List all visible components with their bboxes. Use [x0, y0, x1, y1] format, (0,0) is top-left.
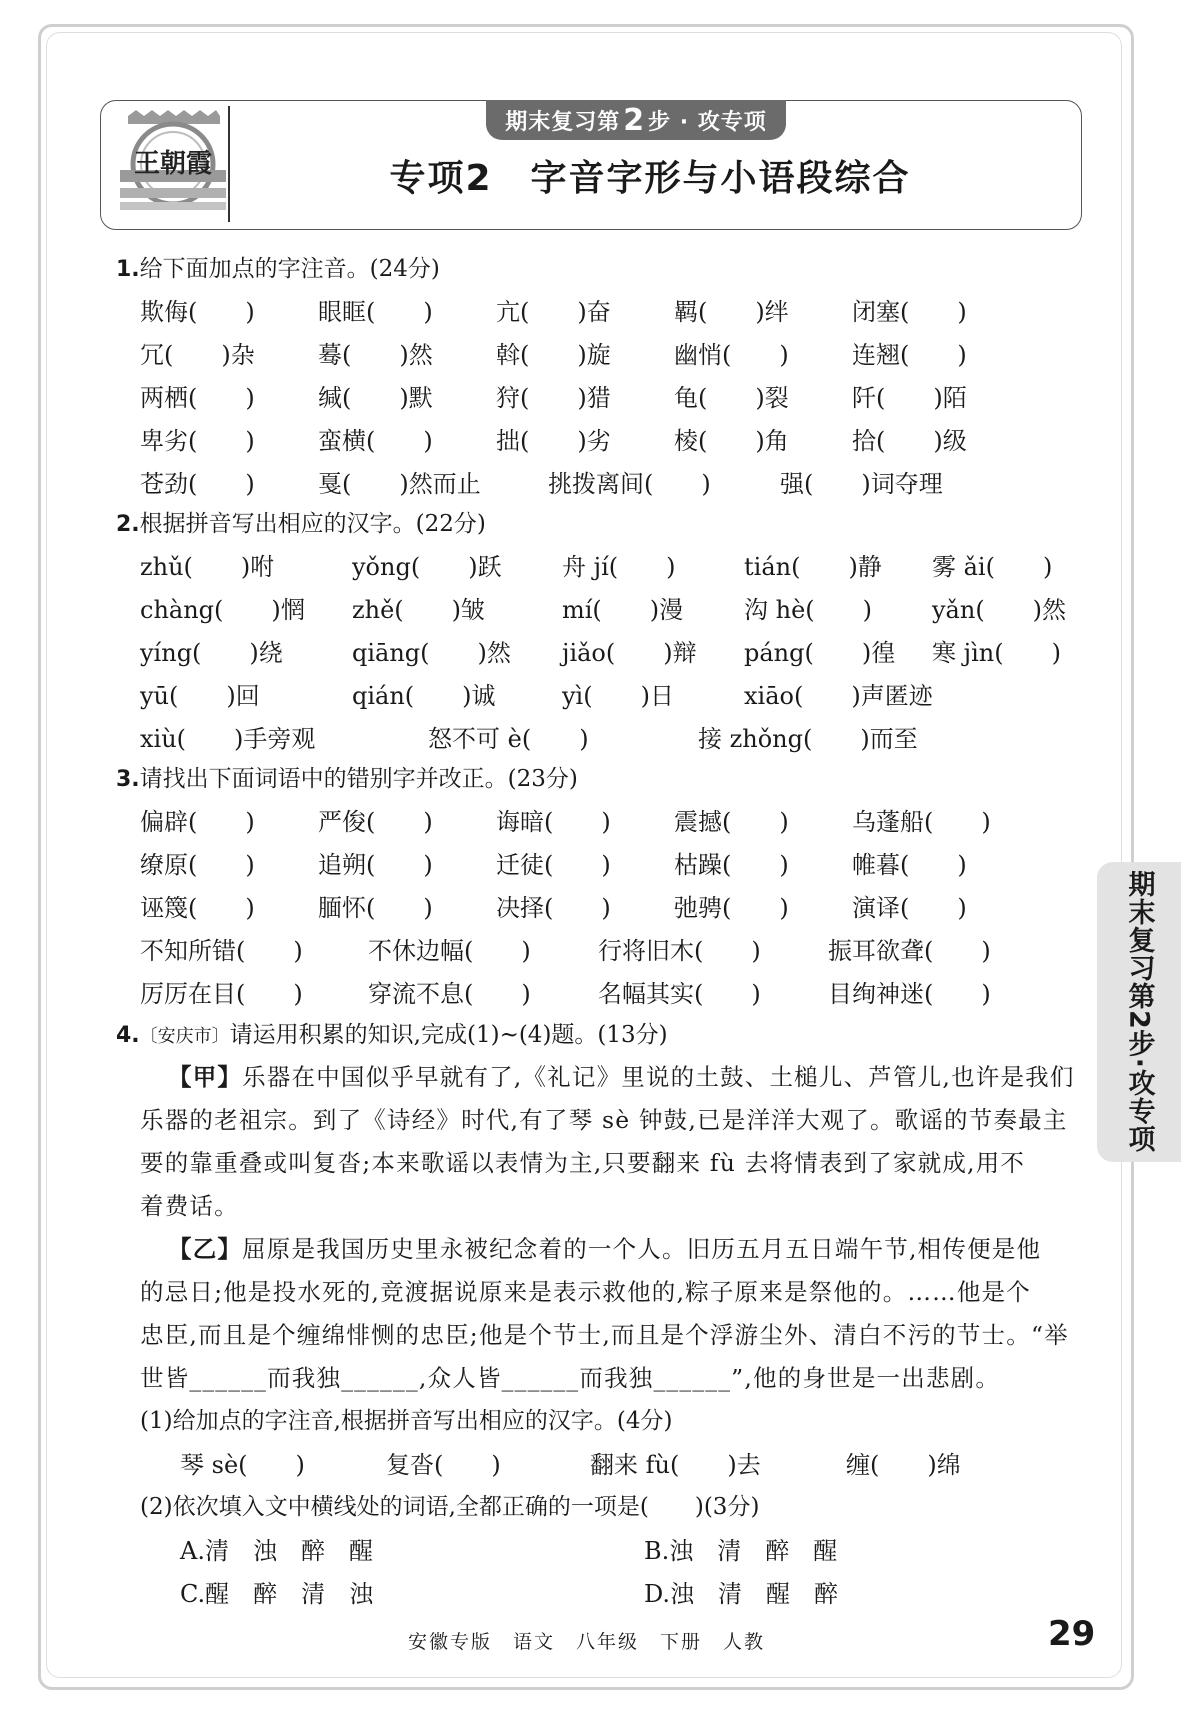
q1-item: 棱( )角 — [674, 427, 789, 455]
q3-item: 目绚神迷( ) — [828, 980, 991, 1008]
yi-line-3: 忠臣,而且是个缠绵悱恻的忠臣;他是个节士,而且是个浮游尘外、清白不污的节士。“举 — [140, 1321, 1069, 1349]
q3-item: 偏辟( ) — [140, 808, 255, 836]
q3-heading — [116, 768, 578, 791]
q2-item: mí( )漫 — [562, 596, 684, 624]
sub1-item-1: 琴 sè( ) — [180, 1451, 305, 1479]
q1-item: 缄( )默 — [318, 384, 433, 412]
q1-item: 斡( )旋 — [496, 341, 611, 369]
q1-title: 给下面加点的字注音。(24分) — [139, 256, 440, 282]
yi-line-1: 【乙】屈原是我国历史里永被纪念着的一个人。旧历五月五日端午节,相传便是他 — [168, 1235, 1042, 1263]
option-b: B.浊 清 醉 醒 — [644, 1537, 838, 1565]
q1-item: 卑劣( ) — [140, 427, 255, 455]
page-number: 29 — [1048, 1614, 1096, 1654]
q3-item: 厉厉在目( ) — [140, 980, 303, 1008]
q2-item: qián( )诚 — [352, 682, 496, 710]
q2-item: xiāo( )声匿迹 — [744, 682, 933, 710]
q2-item: yǒng( )跃 — [352, 553, 502, 581]
yi-label: 【乙】 — [168, 1235, 243, 1263]
q3-item: 不知所错( ) — [140, 937, 303, 965]
q3-number: 3. — [116, 767, 140, 792]
yi-line-4: 世皆______而我独______,众人皆______而我独______”,他的身世是一出悲剧。 — [140, 1364, 1001, 1392]
sub1-title: (1)给加点的字注音,根据拼音写出相应的汉字。(4分) — [140, 1408, 673, 1434]
q4-heading — [116, 1024, 668, 1047]
sub1-item-2: 复沓( ) — [386, 1451, 501, 1479]
q2-item: páng( )徨 — [744, 639, 896, 667]
q1-item: 幽悄( ) — [674, 341, 789, 369]
jia-line-3: 要的靠重叠或叫复沓;本来歌谣以表情为主,只要翻来 fù 去将情表到了家就成,用不 — [140, 1149, 1026, 1177]
q1-item: 挑拨离间( ) — [548, 470, 711, 498]
q1-item: 苍劲( ) — [140, 470, 255, 498]
q1-item: 龟( )裂 — [674, 384, 789, 412]
q2-item: zhǔ( )咐 — [140, 553, 275, 581]
step-tab — [486, 100, 786, 140]
jia-label: 【甲】 — [168, 1063, 243, 1091]
q3-item: 震撼( ) — [674, 808, 789, 836]
step-tab-suffix: 步 · 攻专项 — [648, 109, 767, 135]
q1-item: 拾( )级 — [852, 427, 967, 455]
q1-item: 狩( )猎 — [496, 384, 611, 412]
q1-item: 蛮横( ) — [318, 427, 433, 455]
q3-item: 诲暗( ) — [496, 808, 611, 836]
q1-item: 羁( )绊 — [674, 298, 789, 326]
yi-line-2: 的忌日;他是投水死的,竞渡据说原来是表示救他的,粽子原来是祭他的。……他是个 — [140, 1278, 1031, 1306]
side-tab — [1097, 862, 1181, 1162]
q2-number: 2. — [116, 512, 140, 537]
q4-title: 请运用积累的知识,完成(1)~(4)题。(13分) — [229, 1022, 668, 1048]
q2-item: tián( )静 — [744, 553, 882, 581]
q3-item: 决择( ) — [496, 894, 611, 922]
q3-item: 枯躁( ) — [674, 851, 789, 879]
q2-item: 雾 ǎi( ) — [932, 553, 1053, 581]
q2-title: 根据拼音写出相应的汉字。(22分) — [139, 511, 486, 537]
q2-heading — [116, 513, 486, 536]
q3-item: 严俊( ) — [318, 808, 433, 836]
q2-item: 寒 jìn( ) — [932, 639, 1061, 667]
option-c: C.醒 醉 清 浊 — [180, 1580, 374, 1608]
q2-item: zhě( )皱 — [352, 596, 486, 624]
q2-item: yì( )日 — [562, 682, 674, 710]
sub1-item-4: 缠( )绵 — [846, 1451, 961, 1479]
q3-item: 腼怀( ) — [318, 894, 433, 922]
q3-item: 帷暮( ) — [852, 851, 967, 879]
q3-item: 行将旧木( ) — [598, 937, 761, 965]
q1-item: 蓦( )然 — [318, 341, 433, 369]
page-title: 专项2 字音字形与小语段综合 — [389, 158, 911, 199]
step-tab-number: 2 — [623, 102, 646, 138]
step-tab-prefix: 期末复习第 — [505, 109, 621, 135]
q3-item: 诬篾( ) — [140, 894, 255, 922]
q2-item: 沟 hè( ) — [744, 596, 873, 624]
q1-item: 阡( )陌 — [852, 384, 967, 412]
sub2-title: (2)依次填入文中横线处的词语,全都正确的一项是( )(3分) — [140, 1494, 760, 1520]
q1-item: 眼眶( ) — [318, 298, 433, 326]
q1-item: 戛( )然而止 — [318, 470, 481, 498]
q1-item: 强( )词夺理 — [780, 470, 943, 498]
jia-line-2: 乐器的老祖宗。到了《诗经》时代,有了琴 sè 钟鼓,已是洋洋大观了。歌谣的节奏最主 — [140, 1106, 1068, 1134]
q1-item: 拙( )劣 — [496, 427, 611, 455]
option-a: A.清 浊 醉 醒 — [180, 1537, 373, 1565]
q1-item: 欺侮( ) — [140, 298, 255, 326]
q1-heading — [116, 258, 440, 281]
q2-item: 怒不可 è( ) — [428, 725, 589, 753]
q1-item: 冗( )杂 — [140, 341, 255, 369]
q2-item: qiāng( )然 — [352, 639, 511, 667]
footer-info: 安徽专版 语文 八年级 下册 人教 — [408, 1631, 766, 1653]
jia-line-4: 着费话。 — [140, 1192, 239, 1220]
q3-item: 穿流不息( ) — [368, 980, 531, 1008]
jia-line-1: 【甲】乐器在中国似乎早就有了,《礼记》里说的土鼓、土槌儿、芦管儿,也许是我们 — [168, 1063, 1075, 1091]
q3-item: 名幅其实( ) — [598, 980, 761, 1008]
q2-item: 舟 jí( ) — [562, 553, 676, 581]
publisher-logo — [116, 108, 230, 218]
sub1-item-3: 翻来 fù( )去 — [590, 1451, 761, 1479]
q1-item: 亢( )奋 — [496, 298, 611, 326]
q3-item: 乌蓬船( ) — [852, 808, 991, 836]
q3-item: 振耳欲聋( ) — [828, 937, 991, 965]
q4-number: 4. — [116, 1023, 140, 1048]
q2-item: chàng( )惘 — [140, 596, 305, 624]
q2-item: yū( )回 — [140, 682, 260, 710]
logo-text: 王朝霞 — [133, 149, 213, 179]
q1-item: 连翘( ) — [852, 341, 967, 369]
q3-item: 演译( ) — [852, 894, 967, 922]
q3-item: 追朔( ) — [318, 851, 433, 879]
q2-item: yíng( )绕 — [140, 639, 283, 667]
q2-item: jiǎo( )辩 — [562, 639, 697, 667]
q2-item: yǎn( )然 — [932, 596, 1067, 624]
q3-title: 请找出下面词语中的错别字并改正。(23分) — [139, 766, 578, 792]
q3-item: 不休边幅( ) — [368, 937, 531, 965]
q1-number: 1. — [116, 257, 140, 282]
q1-item: 闭塞( ) — [852, 298, 967, 326]
q3-item: 迁徒( ) — [496, 851, 611, 879]
q2-item: xiù( )手旁观 — [140, 725, 316, 753]
q2-item: 接 zhǒng( )而至 — [698, 725, 918, 753]
option-d: D.浊 清 醒 醉 — [644, 1580, 839, 1608]
q4-source: 〔安庆市〕 — [139, 1026, 230, 1047]
q3-item: 弛骋( ) — [674, 894, 789, 922]
q3-item: 缭原( ) — [140, 851, 255, 879]
q1-item: 两栖( ) — [140, 384, 255, 412]
side-tab-label: 期末复习第2步·攻专项 — [1123, 870, 1155, 1154]
